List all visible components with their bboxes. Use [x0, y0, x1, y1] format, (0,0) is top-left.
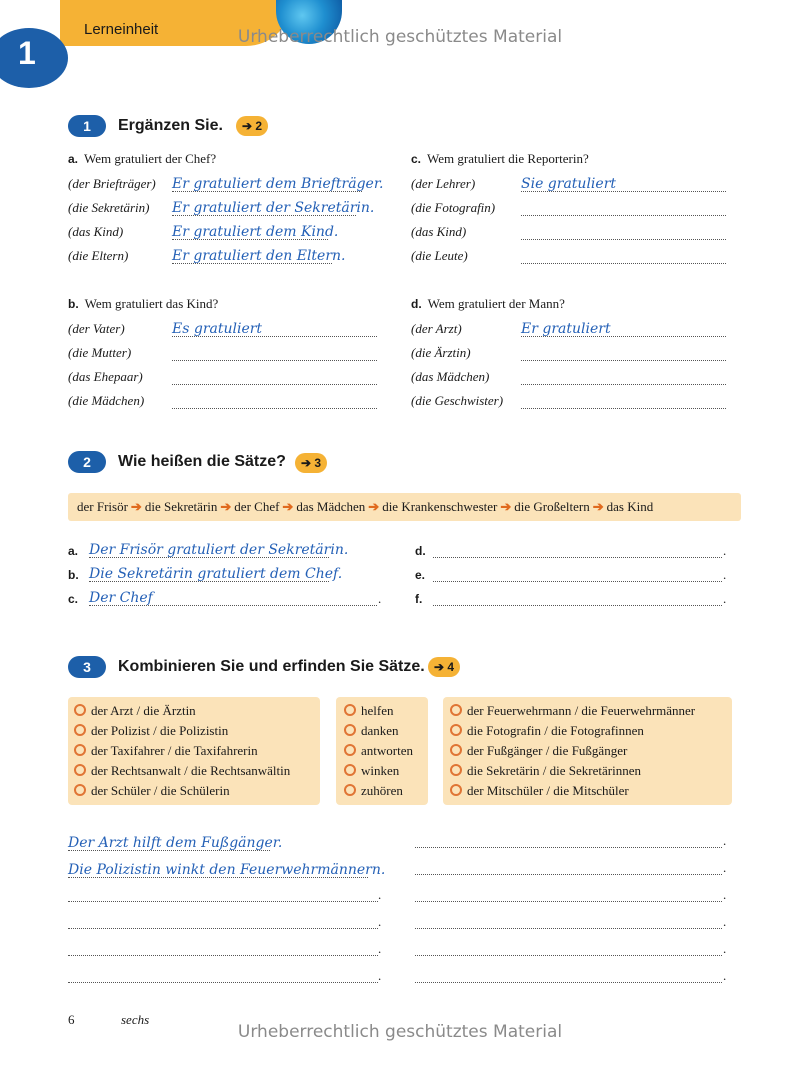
spiral-icon [450, 724, 462, 736]
answer-line[interactable] [172, 344, 377, 361]
sentence-line[interactable] [415, 966, 722, 983]
spiral-icon [74, 764, 86, 776]
sentence-letter: c. [68, 592, 79, 606]
list-item: zuhören [344, 781, 413, 801]
list-item: der Fußgänger / die Fußgänger [450, 741, 695, 761]
exercise-1-badge: 1 [68, 115, 106, 137]
row-label: (die Leute) [411, 248, 468, 263]
chain-word: das Kind [606, 499, 654, 514]
sentence-period: . [723, 941, 727, 956]
answer-line[interactable] [521, 368, 726, 385]
handwritten-answer: Die Polizistin winkt den Feuerwehrmännern. [68, 862, 386, 878]
question-1c [411, 151, 589, 167]
list-item: helfen [344, 701, 413, 721]
answer-line[interactable] [172, 199, 375, 216]
handwritten-answer: Der Frisör gratuliert der Sekretärin. [89, 542, 349, 558]
subjects-list [74, 701, 290, 801]
handwritten-answer: Er gratuliert dem Briefträger. [172, 176, 384, 192]
list-item: der Taxifahrer / die Taxifahrerin [74, 741, 290, 761]
sentence-line[interactable] [415, 885, 722, 902]
handwritten-answer: Es gratuliert [172, 321, 263, 337]
spiral-icon [74, 744, 86, 756]
objects-list [450, 701, 695, 801]
list-item: der Polizist / die Polizistin [74, 721, 290, 741]
arrow-icon: ➔ [592, 499, 604, 514]
handwritten-answer: Er gratuliert den Eltern. [172, 248, 346, 264]
sentence-line[interactable] [89, 565, 343, 582]
sentence-line[interactable] [68, 912, 378, 929]
sentence-period: . [723, 833, 727, 848]
answer-line[interactable] [521, 175, 726, 192]
sentence-period: . [378, 887, 382, 902]
page-number: 6 [68, 1012, 75, 1027]
answer-line[interactable] [521, 392, 726, 409]
question-letter: b. [68, 297, 79, 311]
unit-label: Lerneinheit [84, 21, 159, 38]
answer-line[interactable] [521, 247, 726, 264]
sentence-line[interactable] [68, 861, 386, 878]
answer-line[interactable] [172, 247, 346, 264]
sentence-letter: b. [68, 568, 79, 582]
answer-line[interactable] [172, 368, 377, 385]
spiral-icon [450, 764, 462, 776]
handwritten-answer: Er gratuliert [521, 321, 611, 337]
exercise-2-reference: ➔ 3 [295, 453, 327, 473]
row-label: (die Ärztin) [411, 345, 471, 360]
list-item: danken [344, 721, 413, 741]
sentence-period: . [378, 914, 382, 929]
list-item: winken [344, 761, 413, 781]
arrow-icon: ➔ [500, 499, 512, 514]
handwritten-answer: Der Arzt hilft dem Fußgänger. [68, 835, 283, 851]
chain-word: der Chef [234, 499, 280, 514]
handwritten-answer: Der Chef [89, 590, 153, 606]
spiral-icon [344, 724, 356, 736]
row-label: (das Kind) [411, 224, 467, 239]
spiral-icon [74, 724, 86, 736]
sentence-line[interactable] [415, 912, 722, 929]
question-1b [68, 296, 218, 312]
sentence-period: . [378, 591, 382, 606]
sentence-period: . [723, 887, 727, 902]
sentence-letter: d. [415, 544, 426, 558]
arrow-icon: ➔ [368, 499, 380, 514]
sentence-period: . [723, 567, 727, 582]
unit-number: 1 [18, 35, 36, 71]
chain-word: die Großeltern [514, 499, 590, 514]
exercise-3-reference: ➔ 4 [428, 657, 460, 677]
sentence-period: . [723, 543, 727, 558]
row-label: (der Arzt) [411, 321, 462, 336]
row-label: (die Mädchen) [68, 393, 145, 408]
question-letter: d. [411, 297, 422, 311]
question-letter: a. [68, 152, 79, 166]
spiral-icon [450, 784, 462, 796]
spiral-icon [450, 744, 462, 756]
answer-line[interactable] [172, 175, 384, 192]
spiral-icon [344, 704, 356, 716]
chain-word: die Krankenschwester [382, 499, 498, 514]
sentence-line[interactable] [68, 939, 378, 956]
spiral-icon [450, 704, 462, 716]
exercise-3-title: Kombinieren Sie und erfinden Sie Sätze. [118, 658, 425, 675]
list-item: die Fotografin / die Fotografinnen [450, 721, 695, 741]
sentence-line[interactable] [433, 589, 722, 606]
arrow-icon: ➔ [130, 499, 142, 514]
sentence-period: . [723, 914, 727, 929]
question-letter: c. [411, 152, 422, 166]
sentence-letter: e. [415, 568, 426, 582]
list-item: die Sekretärin / die Sekretärinnen [450, 761, 695, 781]
question-text: Wem gratuliert der Chef? [84, 151, 217, 166]
question-text: Wem gratuliert das Kind? [84, 296, 219, 311]
row-label: (das Mädchen) [411, 369, 490, 384]
sentence-line[interactable] [433, 565, 722, 582]
sentence-period: . [378, 968, 382, 983]
answer-line[interactable] [521, 199, 726, 216]
sentence-line[interactable] [89, 589, 377, 606]
row-label: (die Sekretärin) [68, 200, 150, 215]
sentence-letter: a. [68, 544, 79, 558]
answer-line[interactable] [521, 223, 726, 240]
question-1a [68, 151, 216, 167]
sentence-period: . [723, 968, 727, 983]
question-text: Wem gratuliert die Reporterin? [427, 151, 589, 166]
exercise-3-badge: 3 [68, 656, 106, 678]
sentence-period: . [723, 591, 727, 606]
answer-line[interactable] [172, 223, 339, 240]
handwritten-answer: Sie gratuliert [521, 176, 617, 192]
exercise-1-title: Ergänzen Sie. [118, 117, 223, 134]
sentence-period: . [723, 860, 727, 875]
question-text: Wem gratuliert der Mann? [427, 296, 565, 311]
watermark-bottom: Urheberrechtlich geschütztes Material [237, 1022, 563, 1042]
chain-word: der Frisör [77, 499, 128, 514]
verbs-list [344, 701, 413, 801]
list-item: der Rechtsanwalt / die Rechtsanwältin [74, 761, 290, 781]
sentence-line[interactable] [68, 966, 378, 983]
exercise-1-reference: ➔ 2 [236, 116, 268, 136]
row-label: (das Kind) [68, 224, 124, 239]
list-item: antworten [344, 741, 413, 761]
handwritten-answer: Die Sekretärin gratuliert dem Chef. [89, 566, 343, 582]
page-number-word: sechs [121, 1012, 150, 1027]
list-item: der Schüler / die Schülerin [74, 781, 290, 801]
sentence-line[interactable] [433, 541, 722, 558]
row-label: (der Lehrer) [411, 176, 476, 191]
answer-line[interactable] [172, 392, 377, 409]
list-item: der Arzt / die Ärztin [74, 701, 290, 721]
spiral-icon [344, 744, 356, 756]
handwritten-answer: Er gratuliert der Sekretärin. [172, 200, 375, 216]
row-label: (das Ehepaar) [68, 369, 143, 384]
row-label: (der Vater) [68, 321, 125, 336]
answer-line[interactable] [172, 320, 377, 337]
spiral-icon [344, 784, 356, 796]
arrow-icon: ➔ [220, 499, 232, 514]
row-label: (die Fotografin) [411, 200, 496, 215]
exercise-2-badge: 2 [68, 451, 106, 473]
sentence-line[interactable] [89, 541, 349, 558]
question-1d [411, 296, 565, 312]
row-label: (die Eltern) [68, 248, 129, 263]
sentence-line[interactable] [68, 885, 378, 902]
watermark-top: Urheberrechtlich geschütztes Material [237, 27, 563, 47]
spiral-icon [74, 704, 86, 716]
sentence-period: . [378, 941, 382, 956]
list-item: der Mitschüler / die Mitschüler [450, 781, 695, 801]
sentence-line[interactable] [415, 939, 722, 956]
sentence-line[interactable] [68, 834, 283, 851]
sentence-letter: f. [415, 592, 423, 606]
arrow-icon: ➔ [282, 499, 294, 514]
row-label: (die Geschwister) [411, 393, 504, 408]
row-label: (der Briefträger) [68, 176, 156, 191]
list-item: der Feuerwehrmann / die Feuerwehrmänner [450, 701, 695, 721]
row-label: (die Mutter) [68, 345, 132, 360]
sentence-line[interactable] [415, 858, 722, 875]
answer-line[interactable] [521, 320, 726, 337]
exercise-2-title: Wie heißen die Sätze? [118, 453, 286, 470]
handwritten-answer: Er gratuliert dem Kind. [172, 224, 339, 240]
chain-word: die Sekretärin [144, 499, 218, 514]
answer-line[interactable] [521, 344, 726, 361]
spiral-icon [344, 764, 356, 776]
spiral-icon [74, 784, 86, 796]
sentence-line[interactable] [415, 831, 722, 848]
word-chain-strip [68, 493, 741, 521]
chain-word: das Mädchen [296, 499, 366, 514]
